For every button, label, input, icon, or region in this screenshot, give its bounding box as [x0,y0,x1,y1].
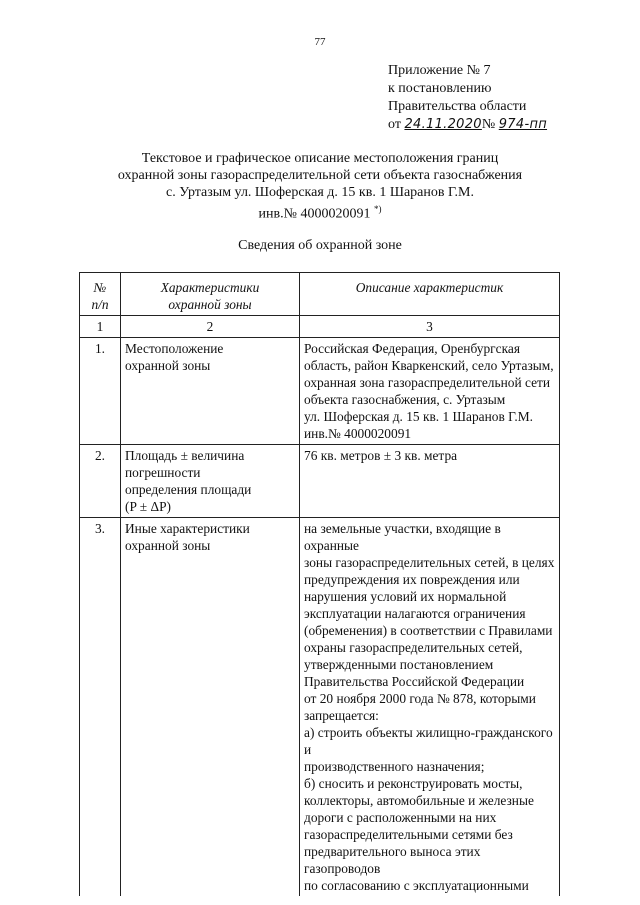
page-number: 77 [314,36,326,48]
appendix-from: от [388,117,401,132]
title-line-4 [0,201,640,223]
header-characteristic-line-2: охранной зоны [168,297,252,312]
cell-line: охранной зоны [125,358,211,373]
row-characteristic [121,445,300,518]
appendix-date: 24.11.2020 [404,117,482,132]
header-number-line-2: п/п [91,297,109,312]
footnote-mark: *) [373,204,382,214]
cell-line: Правительства Российской Федерации [304,674,525,689]
cell-line: Местоположение [125,341,224,356]
title-line-3: с. Уртазым ул. Шоферская д. 15 кв. 1 Шаранов Г.М. [166,185,474,200]
index-cell-2: 2 [121,316,300,338]
cell-line: определения площади [125,482,252,497]
appendix-number: 974-пп [498,117,548,132]
cell-line: погрешности [125,465,201,480]
cell-line: охранной зоны [125,538,211,553]
cell-line: утвержденными постановлением [304,657,494,672]
cell-line: ул. Шоферская д. 15 кв. 1 Шаранов Г.М. [304,409,533,424]
cell-line: (обременения) в соответствии с Правилами [304,623,553,638]
appendix-line-3: Правительства области [388,99,527,114]
header-description: Описание характеристик [300,273,560,316]
cell-line: 76 кв. метров ± 3 кв. метра [304,448,458,463]
cell-line: газораспределительными сетями без [304,827,513,842]
cell-line: Иные характеристики [125,521,250,536]
index-cell-1: 1 [80,316,121,338]
cell-line: от 20 ноября 2000 года № 878, которыми [304,691,536,706]
appendix-block [388,62,547,134]
cell-line: запрещается: [304,708,379,723]
cell-line: (P ± ΔP) [125,499,171,514]
row-number: 2. [80,445,121,518]
cell-line: а) строить объекты жилищно-гражданского и [304,725,553,757]
cell-line: производственного назначения; [304,759,485,774]
cell-line: охраны газораспределительных сетей, [304,640,523,655]
title-line-2: охранной зоны газораспределительной сети объекта газоснабжения [117,168,523,183]
protection-zone-table [79,272,560,896]
cell-line: нарушения условий их нормальной [304,589,507,604]
table-header-row [80,273,560,316]
cell-line: по согласованию с эксплуатационными [304,878,529,893]
row-description [300,445,560,518]
title-line-1: Текстовое и графическое описание местоположения границ [141,151,499,166]
cell-line: эксплуатации налагаются ограничения [304,606,526,621]
cell-line: охранная зона газораспределительной сети [304,375,551,390]
table-row [80,445,560,518]
row-description [300,518,560,897]
cell-line: б) сносить и реконструировать мосты, [304,776,523,791]
header-number [80,273,121,316]
document-title [0,150,640,223]
cell-line: на земельные участки, входящие в охранные [304,521,501,553]
table-index-row [80,316,560,338]
cell-line: Площадь ± величина [125,448,245,463]
row-description [300,338,560,445]
index-cell-3: 3 [300,316,560,338]
table-row [80,518,560,897]
cell-line: объекта газоснабжения, с. Уртазым [304,392,506,407]
cell-line: инв.№ 4000020091 [304,426,412,441]
cell-line: область, район Кваркенский, село Уртазым, [304,358,554,373]
cell-line: дороги с расположенными на них [304,810,497,825]
appendix-line-4 [388,116,547,134]
cell-line: предварительного выноса этих газопроводов [304,844,481,876]
cell-line: предупреждения их повреждения или [304,572,520,587]
row-characteristic [121,518,300,897]
table-row [80,338,560,445]
section-subtitle: Сведения об охранной зоне [238,238,402,253]
header-characteristic [121,273,300,316]
header-number-line-1: № [93,280,107,295]
row-number: 3. [80,518,121,897]
cell-line: зоны газораспределительных сетей, в целях [304,555,555,570]
appendix-line-1: Приложение № 7 [388,63,491,78]
cell-line: Российская Федерация, Оренбургская [304,341,520,356]
appendix-no-sign: № [481,117,496,132]
inventory-number: инв.№ 4000020091 [258,206,371,222]
header-characteristic-line-1: Характеристики [160,280,260,295]
cell-line: коллекторы, автомобильные и железные [304,793,534,808]
row-number: 1. [80,338,121,445]
appendix-line-2: к постановлению [388,81,492,96]
row-characteristic [121,338,300,445]
